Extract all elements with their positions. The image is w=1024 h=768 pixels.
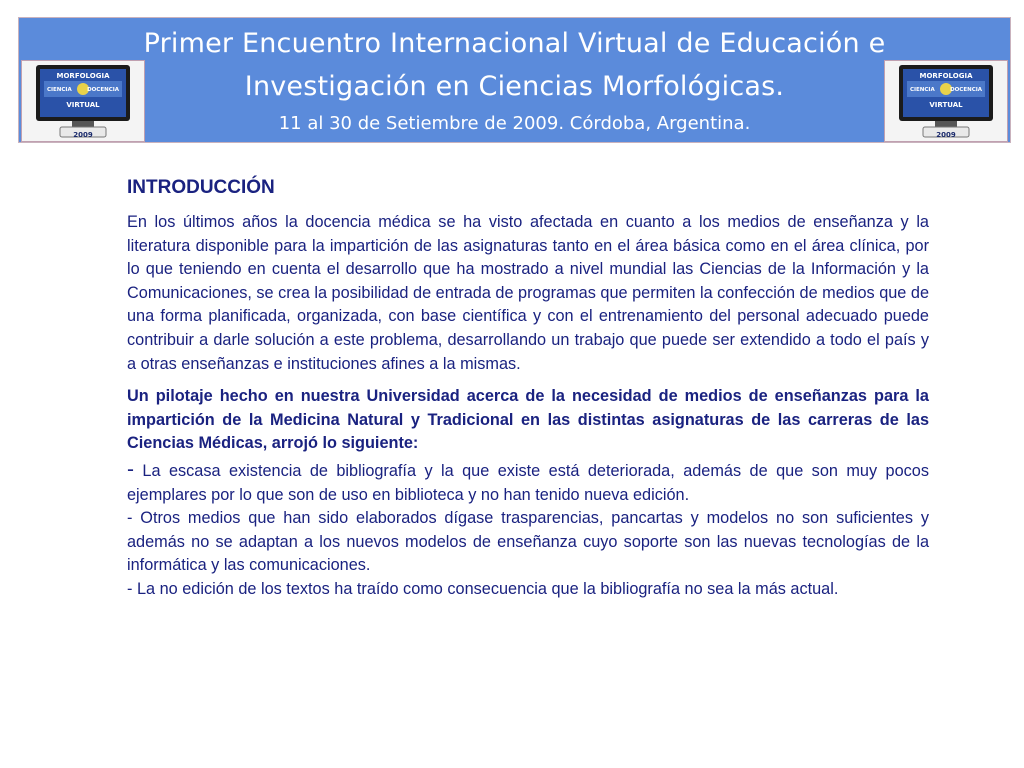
pilot-paragraph: Un pilotaje hecho en nuestra Universidad acerca de la necesidad de medios de enseñanzas para la impartición de la Medicina Natural y Tradicional en las distintas asignaturas de las carreras de las Ciencias Médicas, arrojó lo siguiente: [127,387,929,453]
banner-title-line-1: Primer Encuentro Internacional Virtual de Educación e [143,28,886,59]
header-banner [18,17,1011,143]
morfologia-virtual-logo-left [21,60,145,142]
logo-text-ciencia: CIENCIA [909,87,935,93]
logo-text-year: 2009 [73,131,93,139]
list-item [127,507,929,578]
logo-text-virtual: VIRTUAL [929,101,963,109]
logo-text-docencia: DOCENCIA [950,87,983,93]
logo-text-virtual: VIRTUAL [66,101,100,109]
intro-paragraph: En los últimos años la docencia médica se ha visto afectada en cuanto a los medios de enseñanza y la literatura disponible para la impartición de las asignaturas tanto en el área básica como en el área clínica, por lo que teniendo en cuenta el desarrollo que ha mostrado a nivel mundial las Ciencias de la Información y la Comunicaciones, se crea la posibilidad de entrada de programas que permiten la confección de medios que de una forma planificada, organizada, con base científica y con el entrenamiento del personal adecuado puede contribuir a darle solución a este problema, desarrollando un trabajo que puede ser extendido a todo el país y a otras enseñanzas e instituciones afines a la mismas. [127,213,929,373]
list-item-text: La escasa existencia de bibliografía y la que existe está deteriorada, además de que son muy pocos ejemplares por lo que son de uso en biblioteca y no han tenido nueva edición. [127,461,929,504]
banner-date-location: 11 al 30 de Setiembre de 2009. Córdoba, Argentina. [278,113,751,134]
logo-text-ciencia: CIENCIA [46,87,72,93]
logo-text-ciencia-docencia [22,87,144,93]
dash-marker: - [127,579,133,598]
logo-text-morfologia: MORFOLOGIA [919,72,973,80]
logo-text-ciencia-docencia [885,87,1007,93]
list-item [127,578,929,602]
logo-text-year: 2009 [936,131,956,139]
list-item-text: La no edición de los textos ha traído como consecuencia que la bibliografía no sea la más actual. [132,579,839,598]
slide-content [127,176,929,602]
list-item-text: Otros medios que han sido elaborados dígase trasparencias, pancartas y modelos no son suficientes y además no se adaptan a los nuevos modelos de enseñanza cuyo soporte son las nuevas tecnologías de la informática y las comunicaciones. [127,509,929,575]
list-item [127,458,929,507]
dash-marker: - [127,457,134,481]
morfologia-virtual-logo-right [884,60,1008,142]
logo-text-morfologia: MORFOLOGIA [56,72,110,80]
section-heading: INTRODUCCIÓN [127,177,275,198]
dash-marker: - [127,509,133,528]
logo-text-docencia: DOCENCIA [87,87,120,93]
banner-title-line-2: Investigación en Ciencias Morfológicas. [244,71,785,102]
